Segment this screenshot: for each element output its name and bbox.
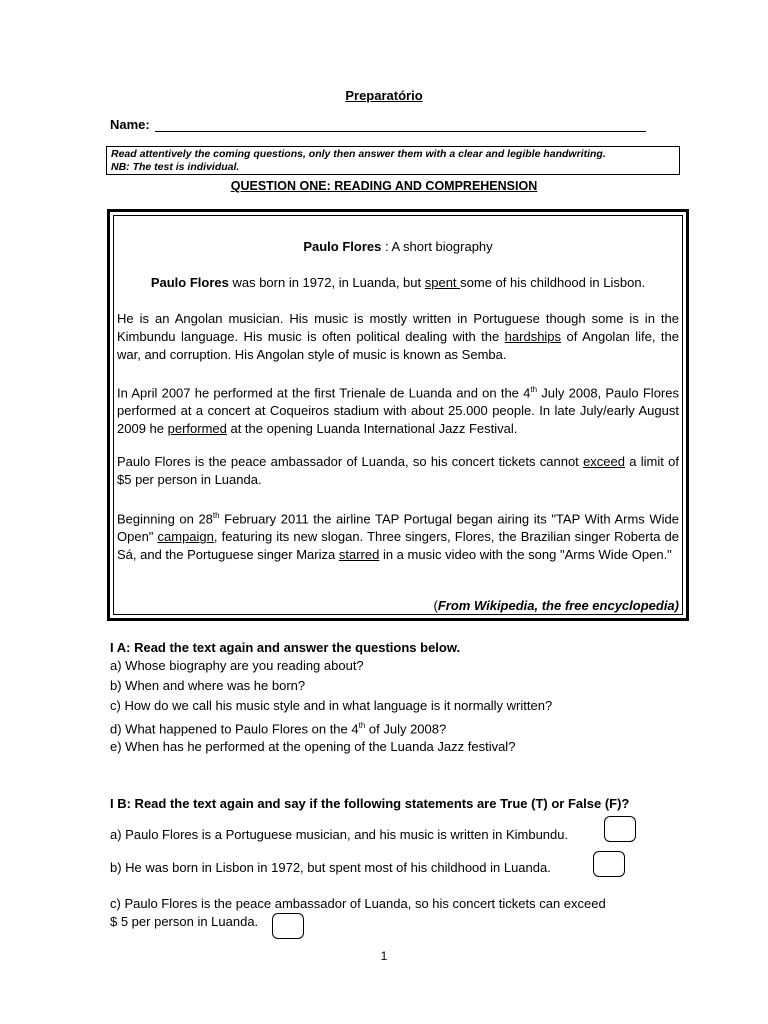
- source-text: From Wikipedia, the free encyclopedia): [437, 598, 679, 613]
- question-d-sup: th: [358, 721, 366, 730]
- question-d-text-a: d) What happened to Paulo Flores on the 4: [110, 721, 359, 737]
- instructions-box: [106, 146, 680, 175]
- question-a: a) Whose biography are you reading about?: [110, 658, 364, 673]
- p5-sup: th: [212, 511, 220, 520]
- p3-text-b: July 2008, Paulo Flores performed at a concert at Coqueiros stadium with about 25.000 people. In late July/early August 2009 he: [117, 385, 679, 437]
- section-a-heading: I A: Read the text again and answer the questions below.: [110, 640, 461, 655]
- p5-text-d: in a music video with the song "Arms Wide Open.": [379, 547, 672, 563]
- p5-text-b: February 2011 the airline TAP Portugal began airing its "TAP With Arms Wide Open": [117, 511, 679, 545]
- biography-paragraph-2: [117, 310, 679, 364]
- name-field-row: [110, 117, 646, 132]
- p5-underlined-2: starred: [338, 547, 380, 563]
- biography-paragraph-3: [117, 381, 679, 438]
- statement-c-line-1: c) Paulo Flores is the peace ambassador of Luanda, so his concert tickets can exceed: [110, 896, 606, 911]
- p1-underlined: spent: [424, 275, 461, 290]
- biography-title: [117, 238, 679, 256]
- p2-text-a: He is an Angolan musician. His music is mostly written in Portuguese though some is in the Kimbundu language. His music is often political dealing with the: [117, 311, 679, 344]
- question-e: e) When has he performed at the opening of the Luanda Jazz festival?: [110, 739, 516, 754]
- answer-box-b[interactable]: [593, 851, 625, 877]
- answer-box-a[interactable]: [604, 816, 636, 842]
- p5-underlined-1: campaign: [157, 529, 214, 545]
- instructions-line-2: NB: The test is individual.: [111, 161, 240, 173]
- biography-title-rest: : A short biography: [381, 239, 493, 254]
- answer-box-c[interactable]: [272, 913, 304, 939]
- question-d: [110, 717, 446, 738]
- instructions-line-1: Read attentively the coming questions, only then answer them with a clear and legible handwriting.: [111, 148, 606, 160]
- p3-text-a: In April 2007 he performed at the first Trienale de Luanda and on the 4: [117, 385, 531, 401]
- page-title: Preparatório: [345, 88, 423, 103]
- name-line[interactable]: [155, 131, 646, 132]
- question-b: b) When and where was he born?: [110, 678, 306, 693]
- source-paren: (: [433, 598, 438, 613]
- biography-title-name: Paulo Flores: [303, 239, 382, 254]
- question-one-heading: QUESTION ONE: READING AND COMPREHENSION: [230, 179, 538, 193]
- p4-underlined: exceed: [583, 454, 625, 469]
- p2-text-b: of Angolan life, the war, and corruption. His Angolan style of music is known as Semba.: [117, 329, 679, 362]
- p5-text-a: Beginning on 28: [117, 511, 213, 527]
- p3-text-c: at the opening Luanda International Jazz Festival.: [226, 421, 518, 437]
- question-c: c) How do we call his music style and in what language is it normally written?: [110, 698, 553, 713]
- p3-underlined: performed: [167, 421, 227, 437]
- p5-text-c: , featuring its new slogan. Three singers, Flores, the Brazilian singer Roberta de Sá, and the Portuguese singer Mariza: [117, 529, 679, 563]
- p1-text-b: some of his childhood in Lisbon.: [460, 275, 646, 290]
- statement-b: b) He was born in Lisbon in 1972, but spent most of his childhood in Luanda.: [110, 860, 551, 875]
- p2-underlined: hardships: [504, 329, 562, 344]
- biography-paragraph-1: [117, 274, 679, 292]
- p3-sup: th: [530, 385, 538, 394]
- page-number: 1: [380, 949, 388, 963]
- biography-paragraph-4: [117, 453, 679, 489]
- statement-c-line-2: $ 5 per person in Luanda.: [110, 914, 259, 929]
- p4-text-b: a limit of $5 per person in Luanda.: [117, 454, 679, 487]
- p4-text-a: Paulo Flores is the peace ambassador of Luanda, so his concert tickets cannot: [117, 454, 584, 469]
- statement-a: a) Paulo Flores is a Portuguese musician, and his music is written in Kimbundu.: [110, 827, 569, 842]
- biography-paragraph-5: [117, 507, 679, 564]
- p1-name: Paulo Flores: [150, 275, 229, 290]
- section-b-heading: I B: Read the text again and say if the following statements are True (T) or False (F)?: [110, 796, 630, 811]
- p1-text-a: was born in 1972, in Luanda, but: [228, 275, 425, 290]
- name-label: Name:: [110, 117, 150, 132]
- question-d-text-b: of July 2008?: [365, 721, 447, 737]
- biography-source: [117, 597, 679, 615]
